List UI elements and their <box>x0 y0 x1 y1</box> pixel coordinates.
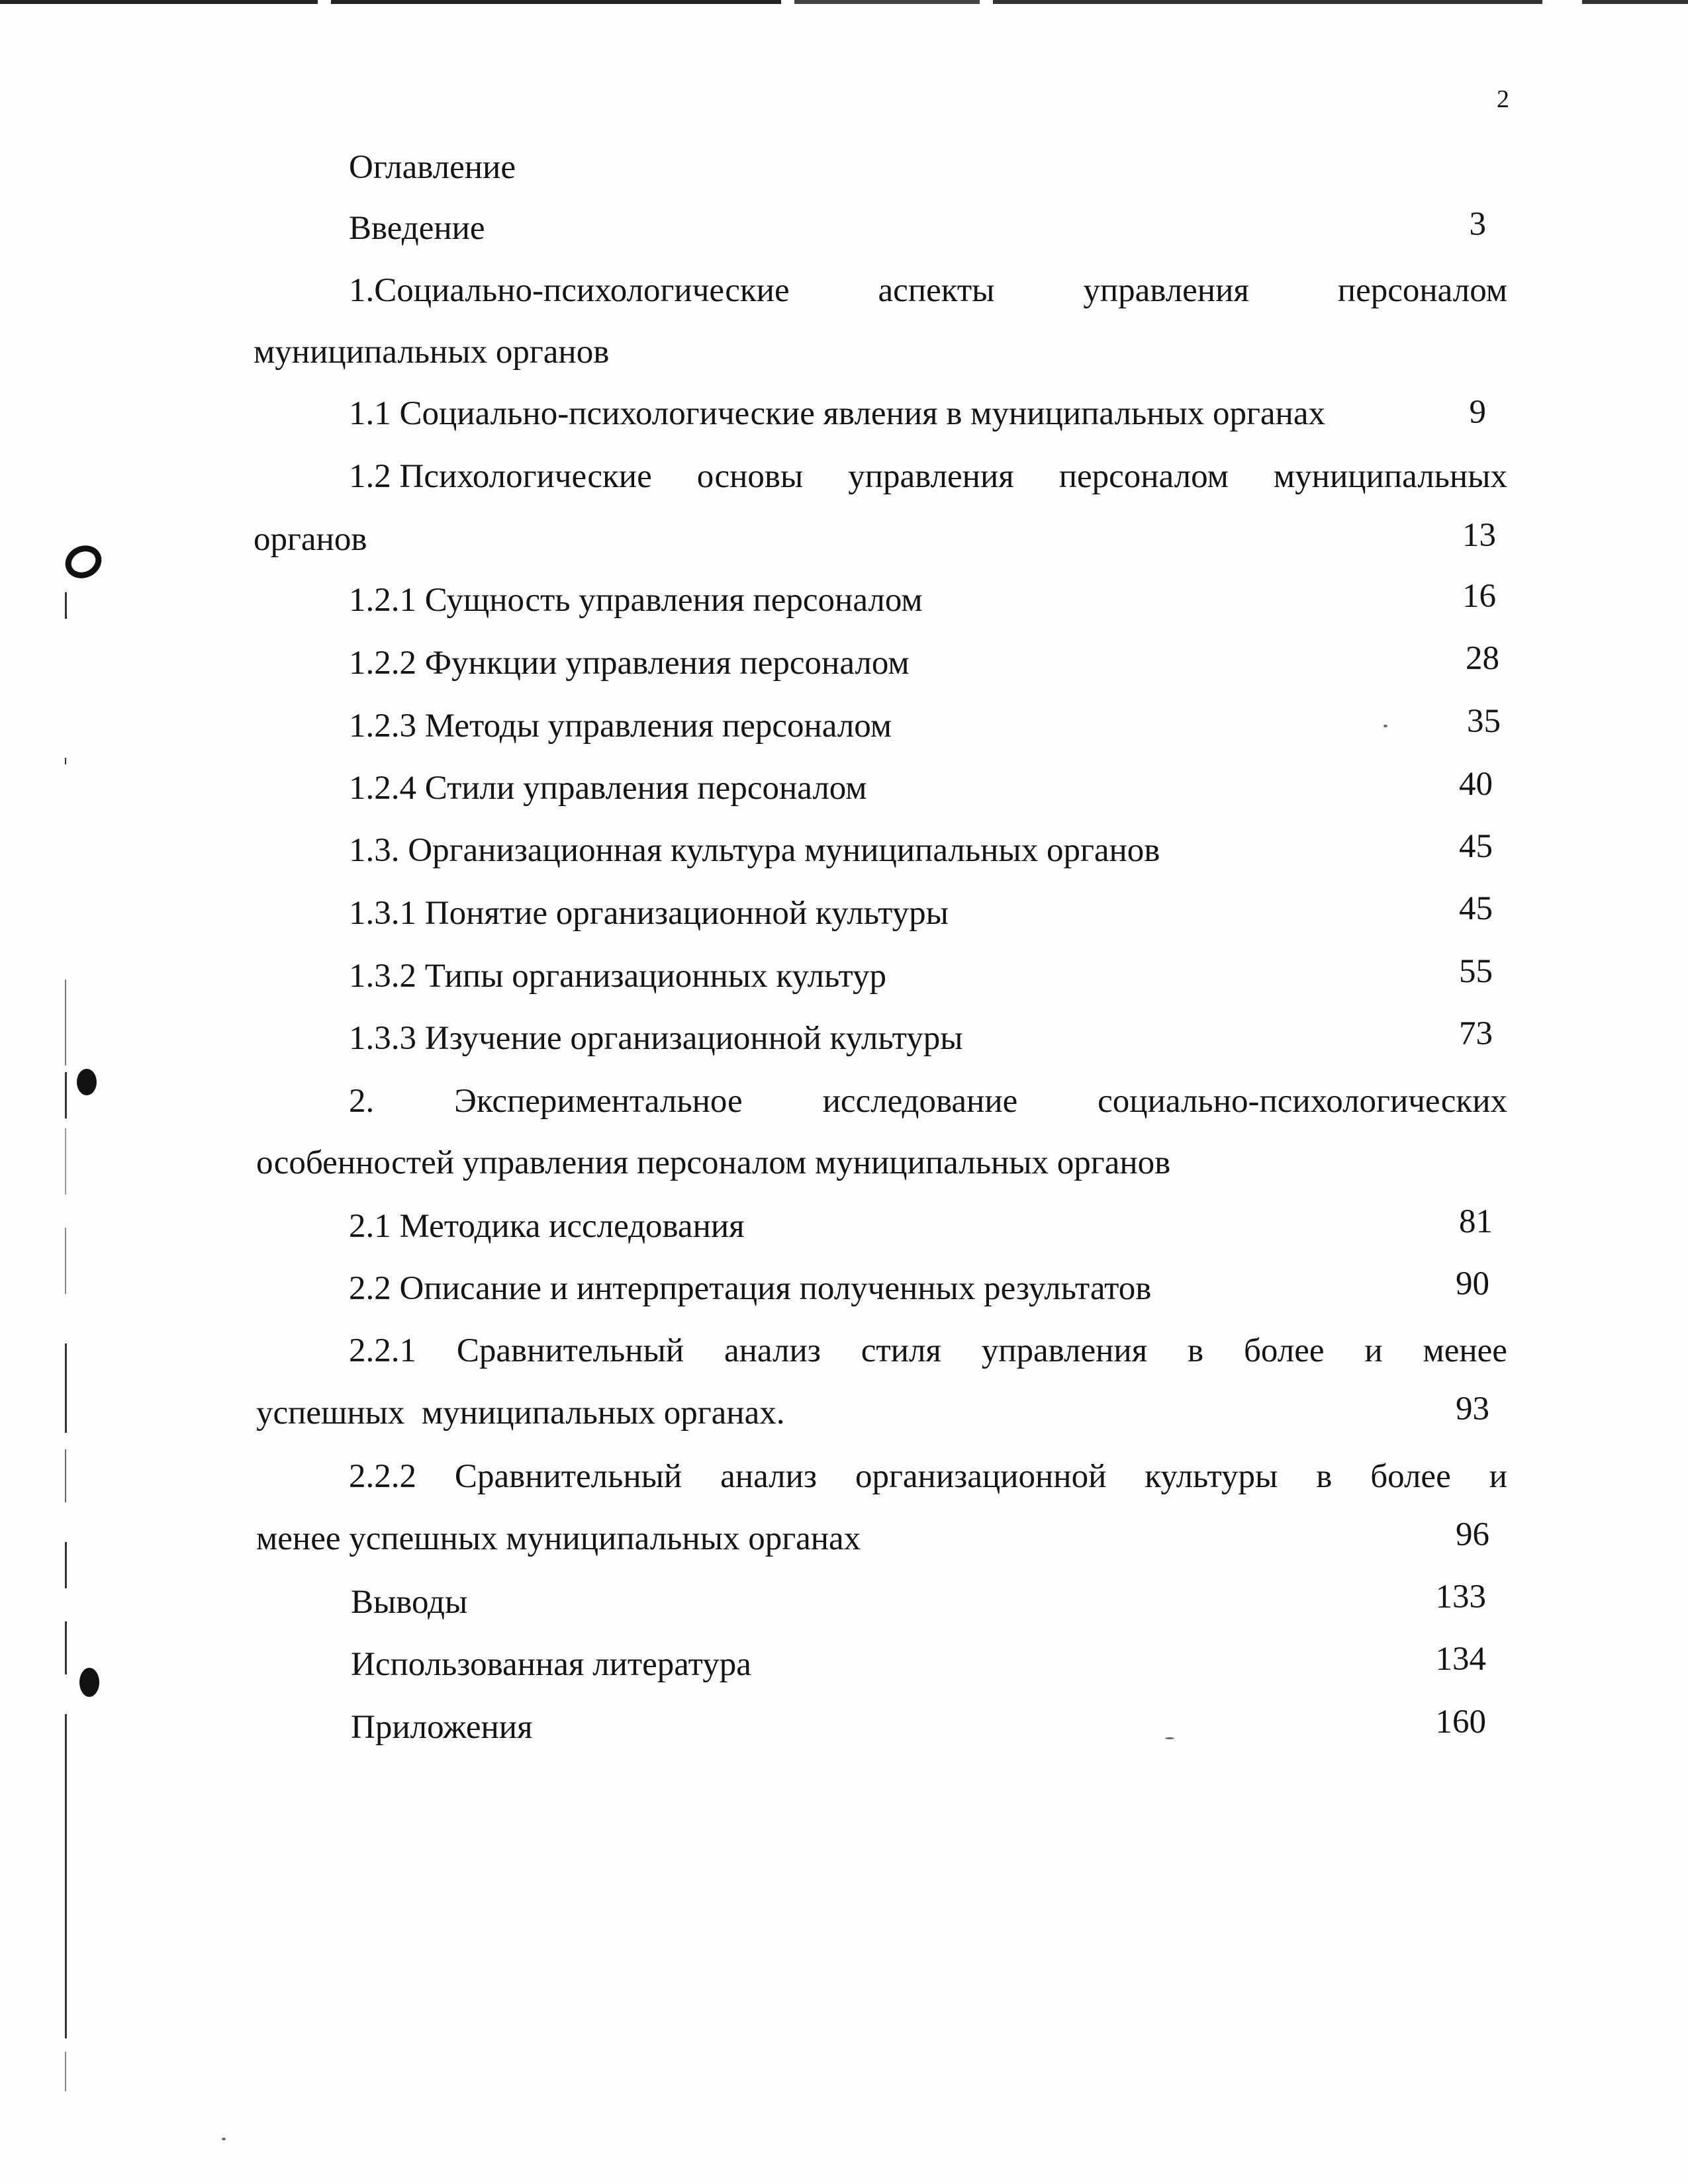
toc-entry-label: Приложения <box>351 1709 533 1746</box>
scan-edge-line <box>65 1714 67 2038</box>
toc-entry-page: 96 <box>1456 1516 1489 1553</box>
toc-entry-label: 1.Социально-психологические аспекты управления персоналом <box>349 272 1507 309</box>
toc-entry-label: Выводы <box>351 1584 468 1621</box>
toc-entry-page: 16 <box>1462 578 1496 615</box>
toc-entry-label-continuation: успешных муниципальных органах. <box>256 1394 785 1432</box>
toc-entry-label: 1.3.3 Изучение организационной культуры <box>349 1020 963 1057</box>
toc-entry-label: 1.3. Организационная культура муниципальных органов <box>349 832 1160 869</box>
toc-entry-label-continuation: муниципальных органов <box>254 334 610 371</box>
scan-edge-line <box>65 1542 67 1588</box>
toc-entry-page: 134 <box>1435 1641 1486 1678</box>
toc-entry-page: 13 <box>1462 517 1496 554</box>
toc-entry-page: 9 <box>1469 394 1486 431</box>
toc-entry-page: 90 <box>1456 1265 1489 1302</box>
toc-entry-label: 1.3.1 Понятие организационной культуры <box>349 895 949 932</box>
scan-dust <box>1165 1737 1174 1739</box>
scan-edge-line <box>65 1128 66 1195</box>
toc-entry-page: 3 <box>1469 206 1486 243</box>
scan-edge-line <box>65 758 66 764</box>
toc-entry-page: 45 <box>1459 890 1493 927</box>
scan-edge-line <box>65 592 67 619</box>
toc-entry-label: 1.2.1 Сущность управления персоналом <box>349 582 923 619</box>
toc-entry-label: 1.2.3 Методы управления персоналом <box>349 707 892 745</box>
toc-entry-label: 1.3.2 Типы организационных культур <box>349 958 887 995</box>
scan-edge-line <box>65 2052 66 2091</box>
scan-edge-line <box>65 1228 66 1294</box>
toc-entry-label: 1.2.2 Функции управления персоналом <box>349 645 910 682</box>
toc-entry-page: 73 <box>1459 1015 1493 1052</box>
scan-blot-icon <box>79 1668 99 1697</box>
toc-entry-label-continuation: особенностей управления персоналом муниципальных органов <box>256 1144 1171 1181</box>
toc-title: Оглавление <box>349 149 516 186</box>
scan-edge-line <box>65 1449 66 1502</box>
toc-entry-label: Использованная литература <box>351 1646 751 1683</box>
toc-entry-label: 2.2 Описание и интерпретация полученных результатов <box>349 1270 1152 1307</box>
toc-entry-page: 93 <box>1456 1390 1489 1428</box>
scan-edge-line <box>65 1621 67 1674</box>
page-number: 2 <box>1497 85 1509 113</box>
toc-entry-label-continuation: менее успешных муниципальных органах <box>256 1520 861 1557</box>
toc-entry-page: 40 <box>1459 766 1493 803</box>
scan-edge-line <box>65 979 66 1066</box>
toc-entry-label: 1.2.4 Стили управления персоналом <box>349 770 867 807</box>
toc-entry-page: 45 <box>1459 828 1493 865</box>
toc-entry-label-continuation: органов <box>254 521 367 558</box>
toc-entry-label: Введение <box>349 210 485 247</box>
toc-entry-page: 133 <box>1435 1578 1486 1615</box>
scan-ring-mark-icon <box>60 539 107 584</box>
toc-entry-page: 81 <box>1459 1203 1493 1240</box>
toc-entry-page: 28 <box>1466 640 1499 677</box>
scan-edge-line <box>65 1072 67 1118</box>
toc-entry-page: 55 <box>1459 953 1493 990</box>
toc-entry-label: 2.2.1 Сравнительный анализ стиля управления в более и менее <box>349 1332 1507 1369</box>
scan-edge-line <box>65 1343 67 1433</box>
toc-entry-label: 2. Экспериментальное исследование социально-психологических <box>349 1083 1507 1120</box>
scan-blot-icon <box>77 1069 97 1095</box>
toc-entry-page: 160 <box>1435 1704 1486 1741</box>
toc-entry-label: 1.2 Психологические основы управления персоналом муниципальных <box>349 458 1507 495</box>
toc-entry-label: 1.1 Социально-психологические явления в муниципальных органах <box>349 395 1325 432</box>
toc-entry-label: 2.1 Методика исследования <box>349 1208 745 1245</box>
scan-dust <box>1383 725 1387 727</box>
scan-top-border <box>0 0 1688 4</box>
toc-entry-label: 2.2.2 Сравнительный анализ организационной культуры в более и <box>349 1458 1507 1495</box>
scan-dust <box>222 2138 226 2140</box>
toc-entry-page: 35 <box>1467 703 1501 740</box>
